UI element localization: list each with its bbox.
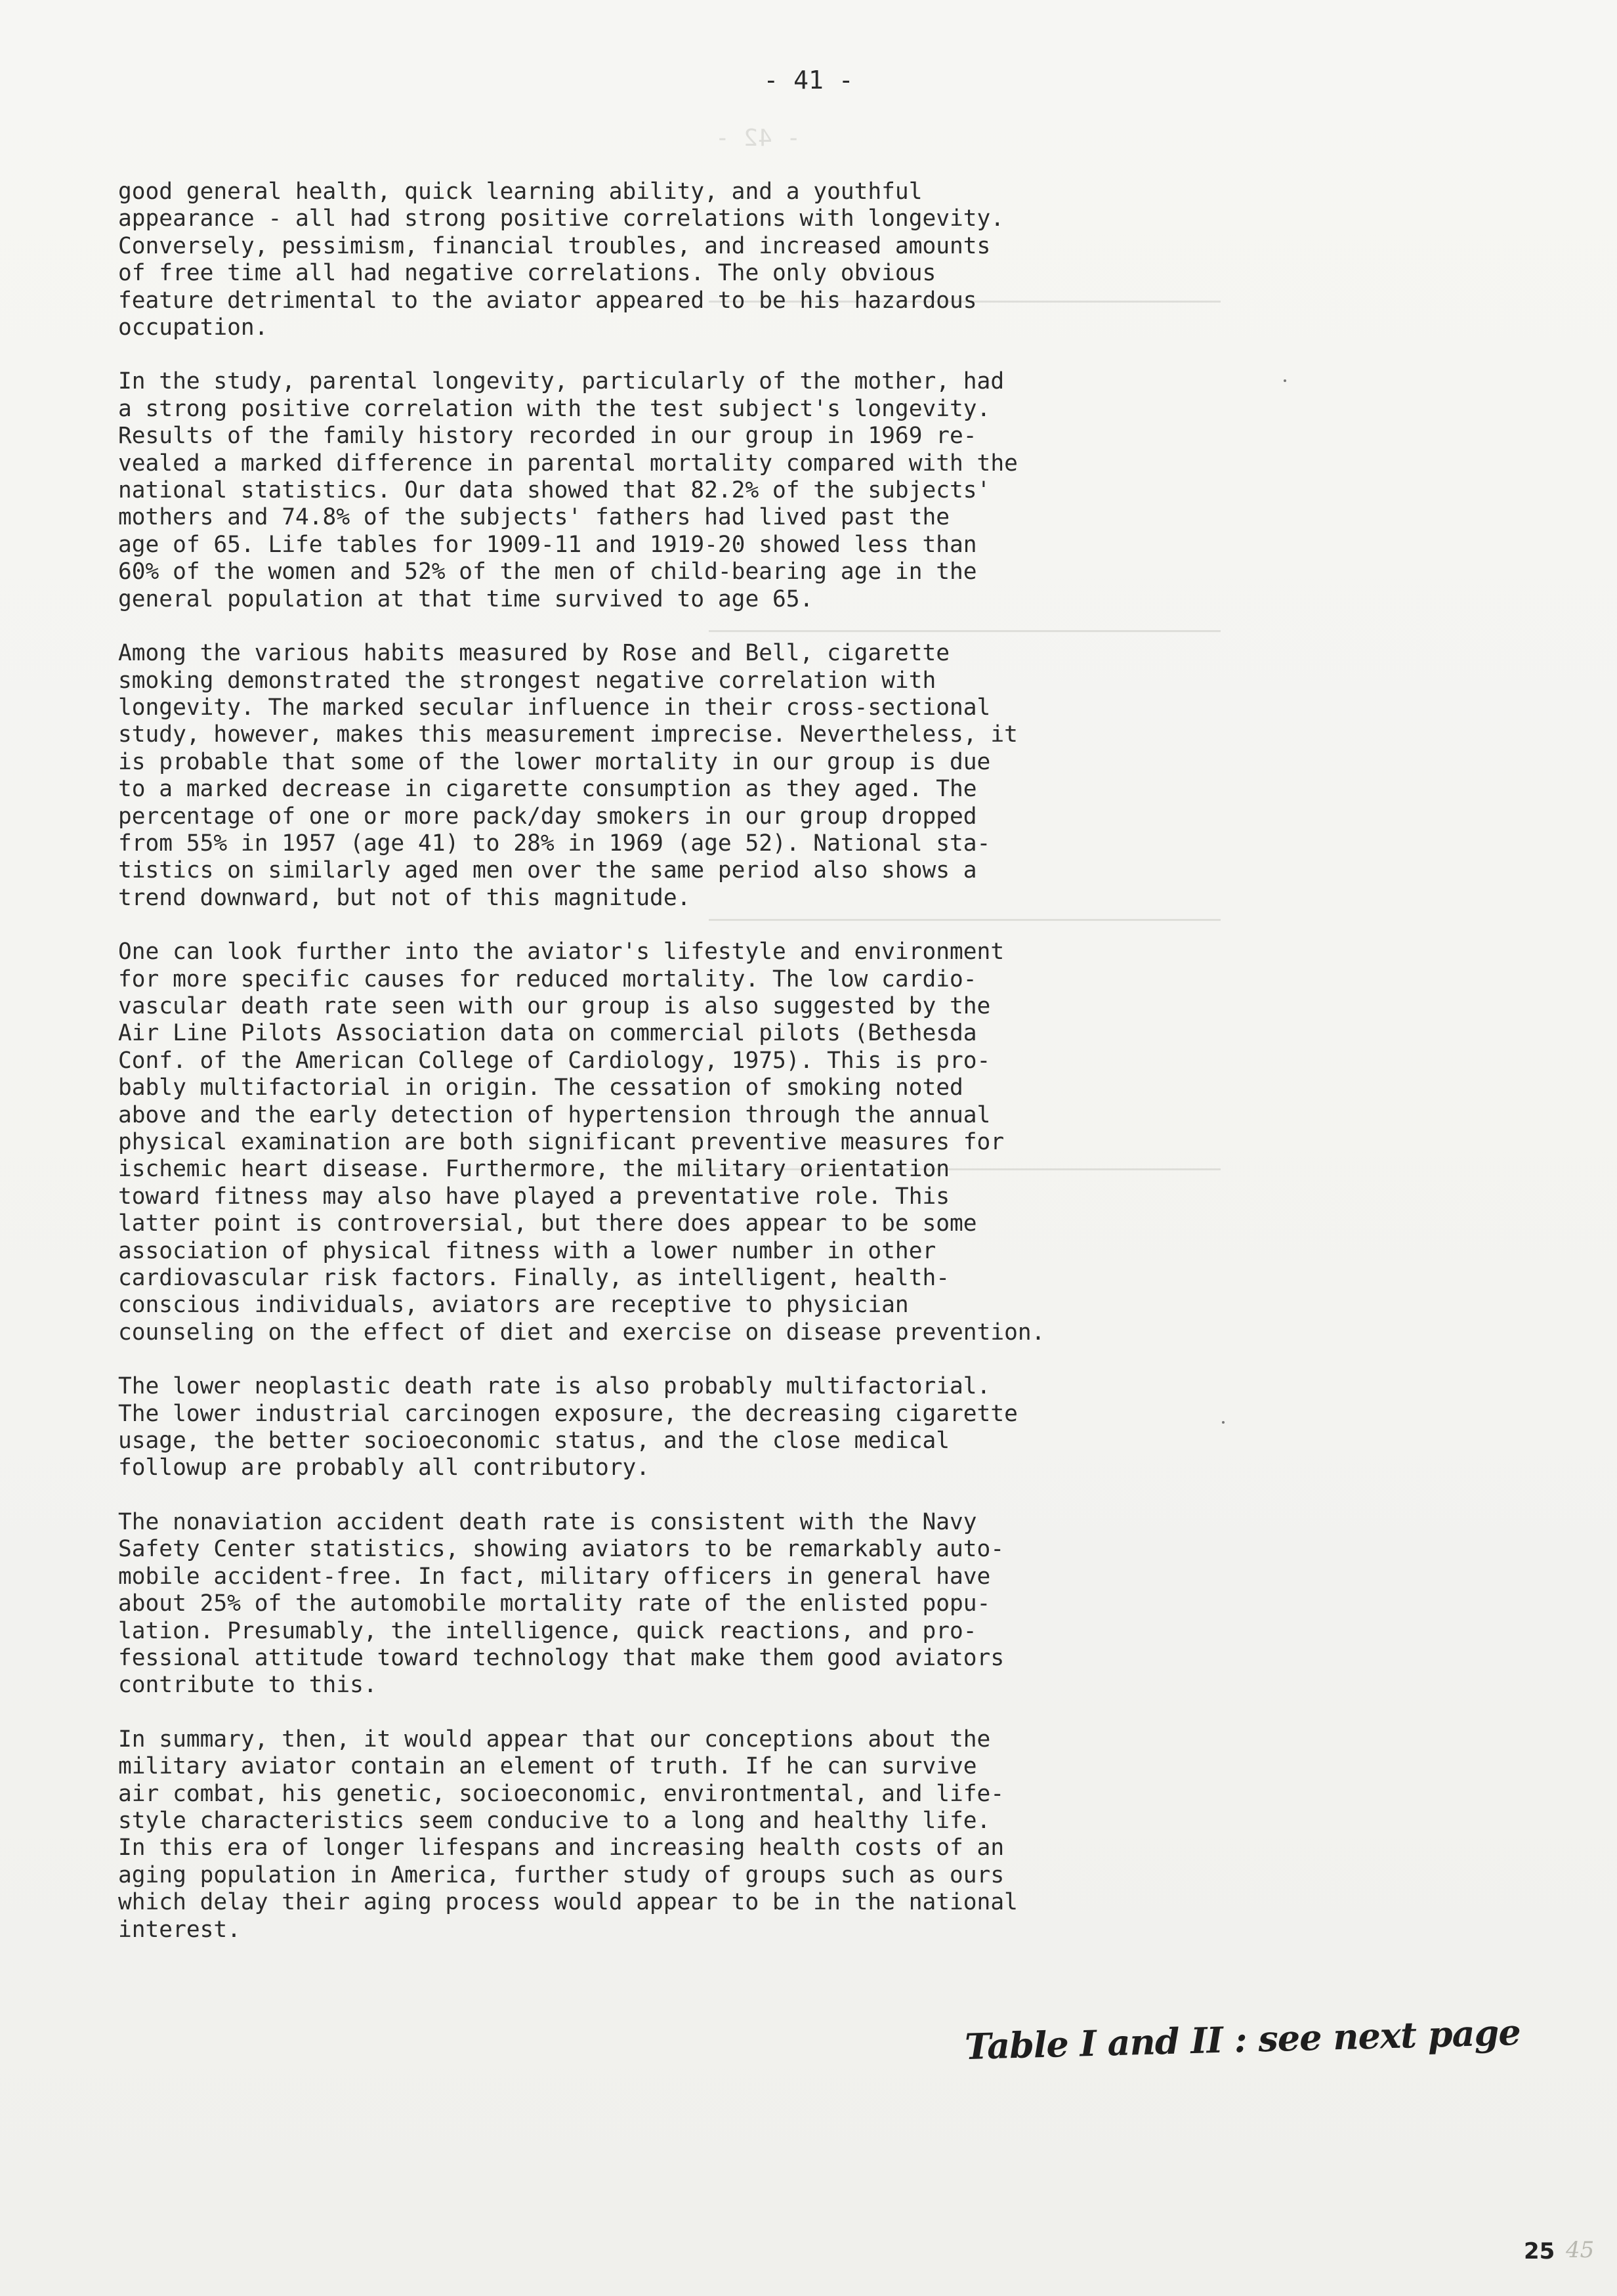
body-text bbox=[118, 179, 1234, 1970]
paragraph: Among the various habits measured by Rose and Bell, cigarette smoking demonstrated the strongest negative correlation with longevity. The marked secular influence in their cross-sectional study, however, makes this measurement imprecise. Nevertheless, it is probable that some of the lower mortality in our group is due to a marked decrease in cigarette consumption as they aged. The percentage of one or more pack/day smokers in our group dropped from 55% in 1957 (age 41) to 28% in 1969 (age 52). National sta- tistics on similarly aged men over the same period also shows a trend downward, but not of this magnitude. bbox=[118, 640, 1018, 911]
paragraph: The lower neoplastic death rate is also probably multifactorial. The lower industrial carcinogen exposure, the decreasing cigarette usage, the better socioeconomic status, and the close medical followup are probably all contributory. bbox=[118, 1373, 1018, 1481]
paragraph: good general health, quick learning ability, and a youthful appearance - all had strong positive correlations with longevity. Conversely, pessimism, financial troubles, and increased amounts of free time all had negative correlations. The only obvious feature detrimental to the aviator appeared to be his hazardous occupation. bbox=[118, 179, 1005, 341]
page-number: - 41 - bbox=[763, 66, 854, 95]
handwritten-note: Table I and II : see next page bbox=[964, 2010, 1521, 2068]
paragraph: One can look further into the aviator's lifestyle and environment for more specific causes for reduced mortality. The low cardio- vascular death rate seen with our group is also suggested by the Air Line Pilots Association data on commercial pilots (Bethesda Conf. of the American College of Cardiology, 1975). This is pro- bably multifactorial in origin. The cessation of smoking noted above and the early detection of hypertension through the annual physical examination are both significant preventive measures for ischemic heart disease. Furthermore, the military orientation toward fitness may also have played a preventative role. This latter point is controversial, but there does appear to be some association of physical fitness with a lower number in other cardiovascular risk factors. Finally, as intelligent, health- conscious individuals, aviators are receptive to physician counseling on the effect of diet and exercise on disease prevention. bbox=[118, 939, 1045, 1346]
paragraph: In summary, then, it would appear that our conceptions about the military aviator contain an element of truth. If he can survive air combat, his genetic, socioeconomic, environtmental, and life- style characteristics seem conducive to a long and healthy life. In this era of longer lifespans and increasing health costs of an aging population in America, further study of groups such as ours which delay their aging process would appear to be in the national interest. bbox=[118, 1726, 1018, 1943]
bleed-through-ghost: - 42 - bbox=[715, 125, 801, 152]
paragraph: In the study, parental longevity, particularly of the mother, had a strong positive correlation with the test subject's longevity. Results of the family history recorded in our group in 1969 re- vealed a marked difference in parental mortality compared with the national statistics. Our data showed that 82.2% of the subjects' mothers and 74.8% of the subjects' fathers had lived past the age of 65. Life tables for 1909-11 and 1919-20 showed less than 60% of the women and 52% of the men of child-bearing age in the general population at that time survived to age 65. bbox=[118, 368, 1018, 612]
paper-speck bbox=[1284, 379, 1286, 382]
pencil-page-number: 45 bbox=[1566, 2237, 1595, 2263]
archive-page-stamp: 25 bbox=[1524, 2238, 1555, 2264]
paragraph: The nonaviation accident death rate is consistent with the Navy Safety Center statistics, showing aviators to be remarkably auto- mobile accident-free. In fact, military officers in general have about 25% of the automobile mortality rate of the enlisted popu- lation. Presumably, the intelligence, quick reactions, and pro- fessional attitude toward technology that make them good aviators contribute to this. bbox=[118, 1508, 1005, 1699]
paper-speck bbox=[1222, 1421, 1225, 1424]
